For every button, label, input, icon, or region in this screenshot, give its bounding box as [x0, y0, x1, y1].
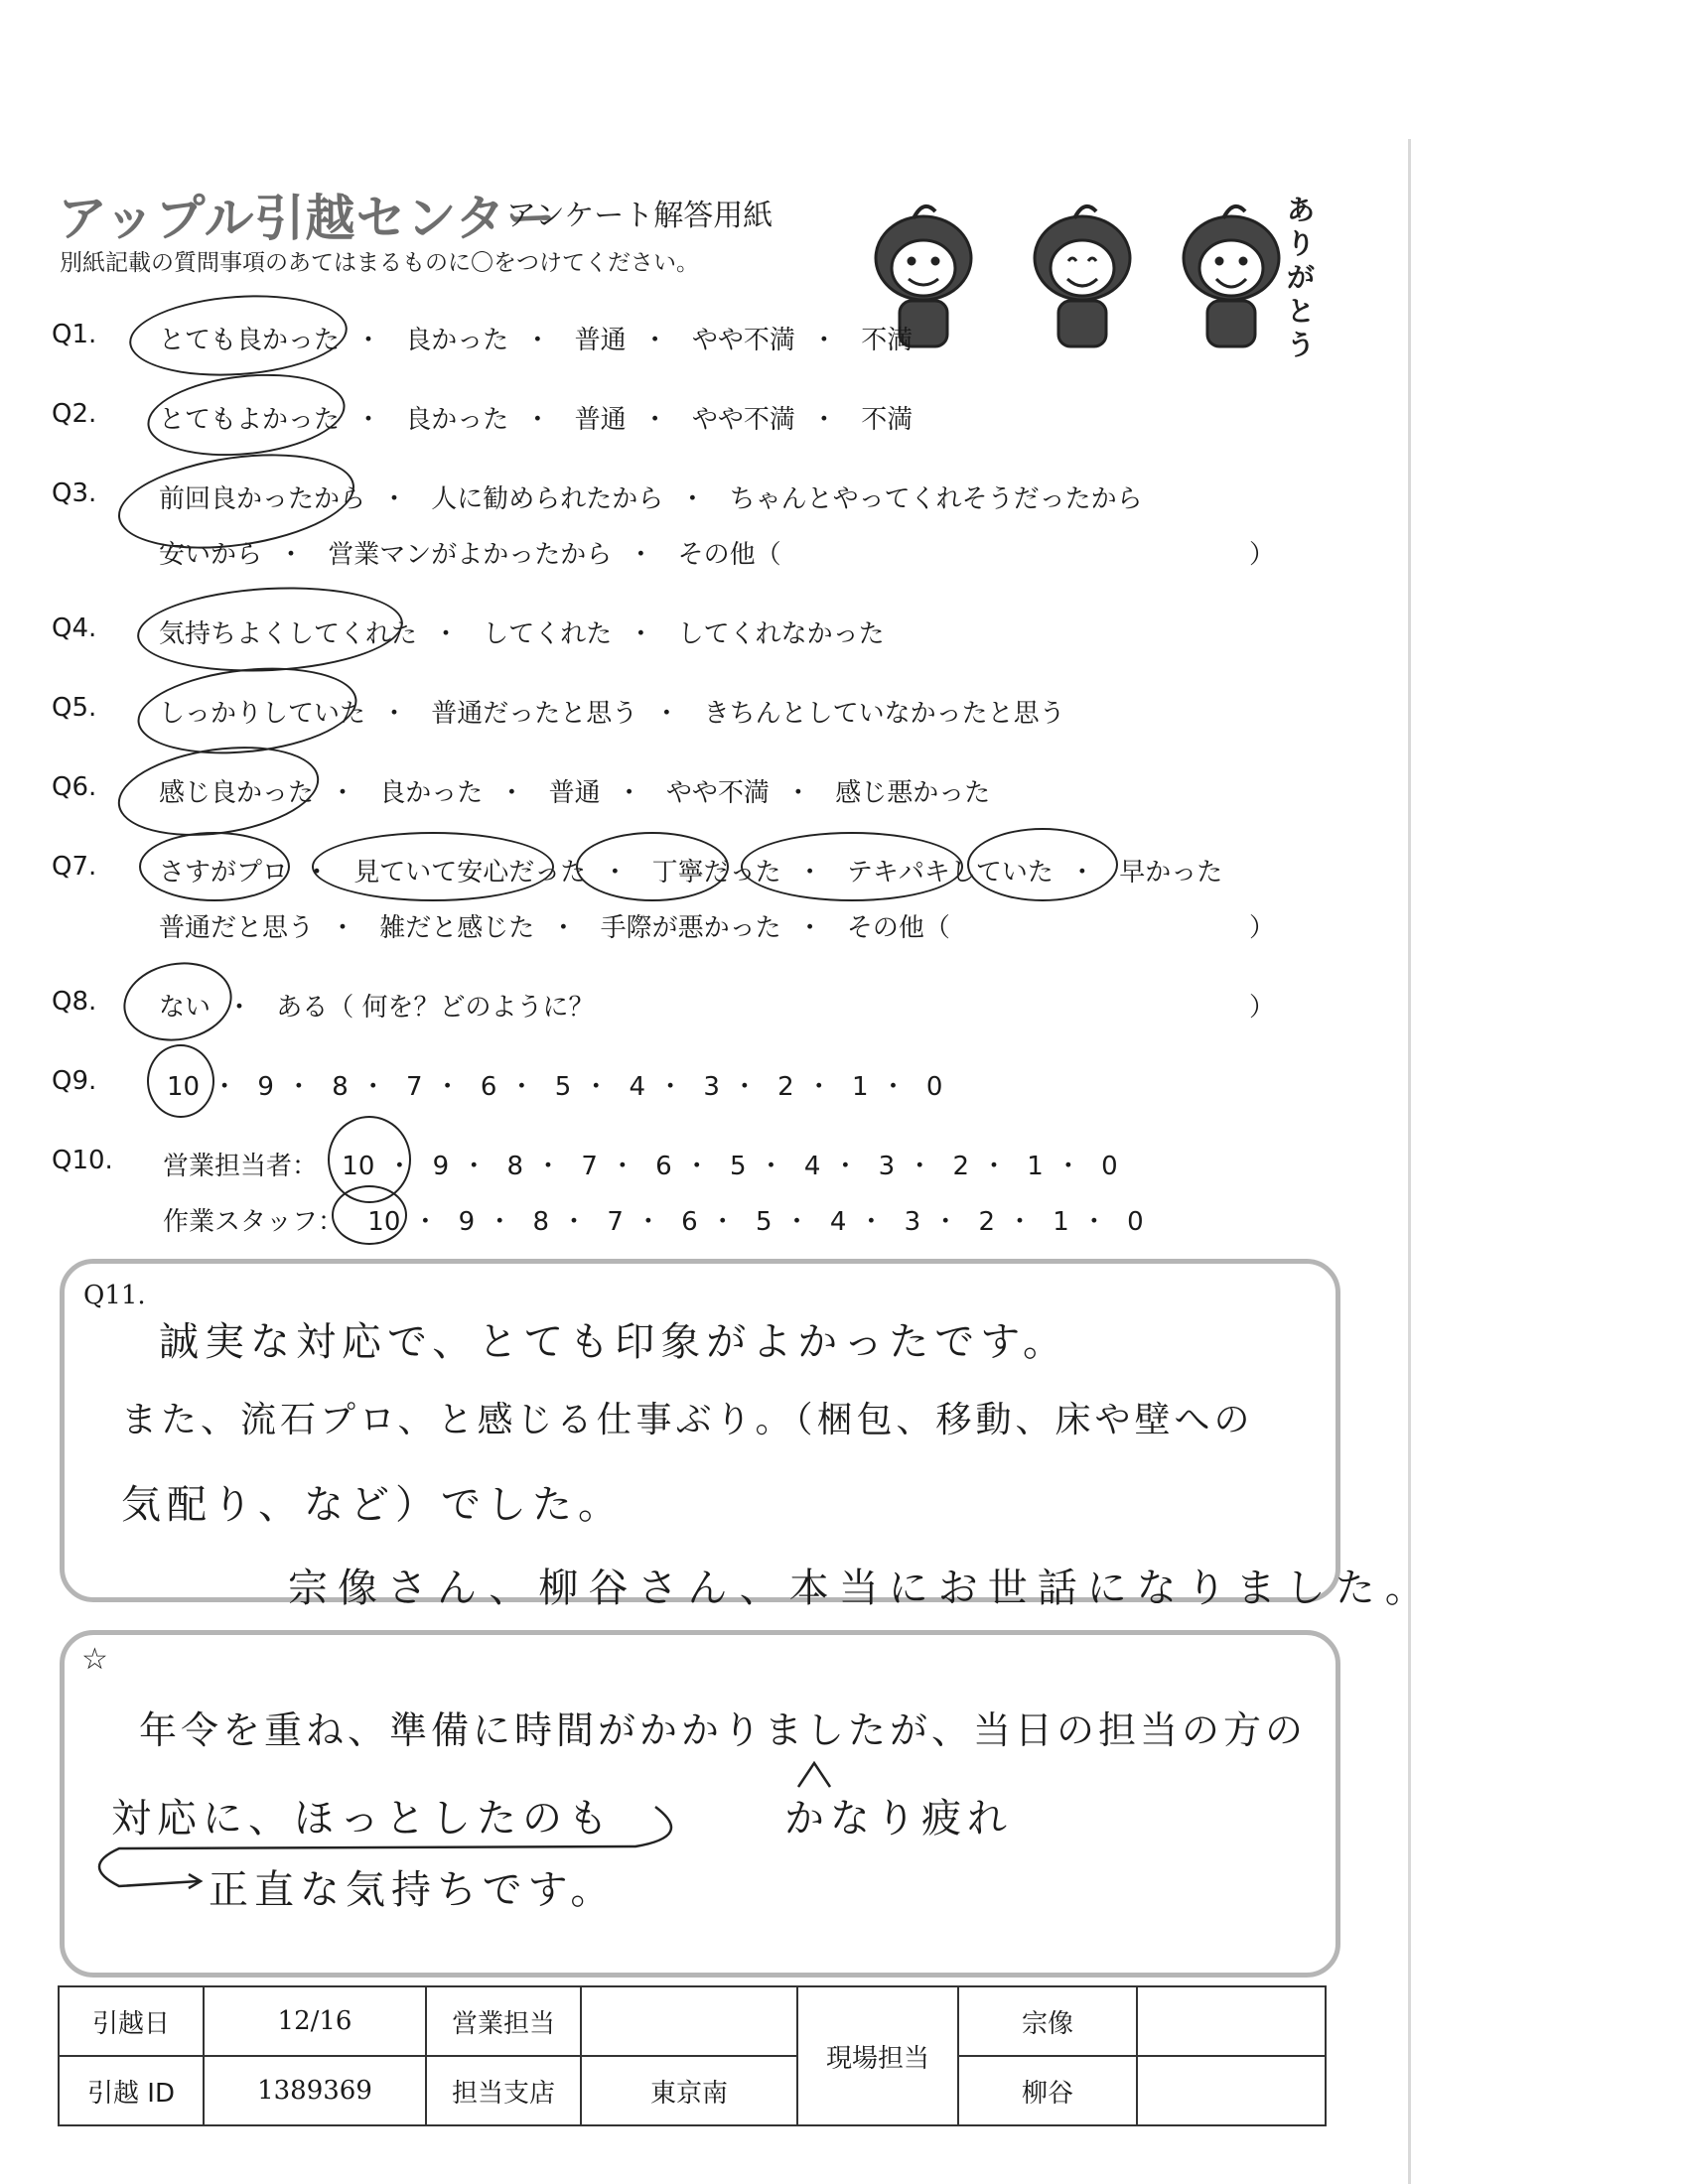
sales-value: [581, 1986, 797, 2056]
rating-option[interactable]: 1: [1053, 1207, 1069, 1237]
option[interactable]: 雑だと感じた: [379, 913, 535, 943]
option[interactable]: ない: [159, 993, 211, 1023]
star-icon: ☆: [81, 1642, 108, 1677]
rating-option[interactable]: 9: [432, 1152, 450, 1181]
q11-label: Q11.: [83, 1281, 146, 1310]
rating-option[interactable]: 9: [257, 1072, 274, 1102]
move-info-table: [58, 1985, 1327, 2126]
option[interactable]: してくれた: [483, 619, 613, 649]
rating-option[interactable]: 7: [406, 1072, 423, 1102]
option[interactable]: とてもよかった: [159, 405, 341, 435]
question-number: Q9.: [52, 1066, 97, 1096]
mascot-caption: ありがとう: [1287, 194, 1316, 361]
rating-option[interactable]: 8: [532, 1207, 550, 1237]
option[interactable]: とても良かった: [159, 326, 341, 355]
option[interactable]: 良かった: [405, 326, 509, 355]
rating-option[interactable]: 0: [1127, 1207, 1144, 1237]
question-number: Q3.: [52, 478, 97, 508]
rating-option[interactable]: 4: [829, 1207, 847, 1237]
selection-circle: [741, 832, 963, 901]
option[interactable]: やや不満: [665, 778, 770, 808]
option[interactable]: その他（: [846, 913, 950, 943]
paren-close: ）: [1249, 993, 1276, 1023]
option[interactable]: しっかりしていた: [159, 699, 366, 729]
rating-option[interactable]: 6: [480, 1072, 497, 1102]
question-number: Q10.: [52, 1146, 113, 1175]
option[interactable]: 手際が悪かった: [600, 913, 781, 943]
form-title: アンケート解答用紙: [506, 199, 774, 233]
branch-label: 担当支店: [426, 2056, 581, 2125]
rating-option[interactable]: 5: [755, 1207, 773, 1237]
option[interactable]: その他（: [677, 540, 781, 570]
option[interactable]: 感じ良かった: [159, 778, 315, 808]
selection-circle: [117, 954, 238, 1049]
colon: ：: [292, 1152, 319, 1181]
rating-option[interactable]: 4: [629, 1072, 646, 1102]
rating-option[interactable]: 10: [367, 1207, 401, 1237]
rating-option[interactable]: 0: [1101, 1152, 1118, 1181]
staff-rating-label: 作業スタッフ: [163, 1207, 319, 1237]
option[interactable]: ある（ 何を？どのように？: [276, 993, 595, 1023]
selection-circle: [139, 832, 290, 901]
rating-option[interactable]: 4: [803, 1152, 821, 1181]
handwritten-line: また、流石プロ、と感じる仕事ぶり。（梱包、移動、床や壁への: [121, 1400, 1254, 1440]
option[interactable]: 普通だと思う: [159, 913, 315, 943]
monkey-mascot-icon: [1184, 206, 1279, 346]
option[interactable]: 良かった: [405, 405, 509, 435]
move-date-label: 引越日: [59, 1986, 204, 2056]
question-number: Q2.: [52, 399, 97, 429]
selection-circle: [312, 832, 554, 901]
rating-option[interactable]: 1: [1027, 1152, 1044, 1181]
rating-option[interactable]: 2: [952, 1152, 970, 1181]
option[interactable]: 前回良かったから: [159, 484, 366, 514]
move-id-label: 引越 ID: [59, 2056, 204, 2125]
selection-circle: [112, 735, 325, 848]
rating-option[interactable]: 0: [925, 1072, 943, 1102]
option[interactable]: 営業マンがよかったから: [328, 540, 613, 570]
rating-option[interactable]: 3: [703, 1072, 720, 1102]
empty-cell: [1137, 2056, 1326, 2125]
selection-circle: [135, 581, 405, 678]
option[interactable]: やや不満: [691, 405, 795, 435]
option[interactable]: 感じ悪かった: [835, 778, 991, 808]
page-edge-shadow: [1408, 139, 1411, 2184]
rating-option[interactable]: 8: [332, 1072, 349, 1102]
rating-option[interactable]: 6: [681, 1207, 698, 1237]
handwritten-line: 対応に、ほっとしたのも: [111, 1796, 614, 1842]
branch-value: 東京南: [581, 2056, 797, 2125]
option[interactable]: 普通: [574, 326, 627, 355]
move-id-value: 1389369: [204, 2056, 426, 2125]
option[interactable]: 安いから: [159, 540, 263, 570]
option[interactable]: 不満: [861, 405, 914, 435]
handwritten-arrow-icon: [79, 1787, 695, 1896]
rating-option[interactable]: 7: [581, 1152, 598, 1181]
question-number: Q5.: [52, 693, 97, 723]
site-label: 現場担当: [797, 1986, 958, 2125]
selection-circle: [143, 365, 349, 465]
paren-close: ）: [1249, 540, 1276, 570]
option[interactable]: テキパキしていた: [846, 858, 1054, 887]
rating-option[interactable]: 3: [904, 1207, 921, 1237]
handwritten-line: 年令を重ね、準備に時間がかかりましたが、当日の担当の方の: [139, 1708, 1308, 1752]
option[interactable]: 人に勧められたから: [431, 484, 664, 514]
selection-circle: [126, 288, 350, 382]
option[interactable]: 見ていて安心だった: [353, 858, 587, 887]
option[interactable]: 丁寧だった: [651, 858, 781, 887]
brand-logo-text: アップル引越センター: [58, 190, 557, 247]
selection-circle: [147, 1044, 214, 1118]
rating-option[interactable]: 10: [167, 1072, 201, 1102]
selection-circle: [332, 1185, 407, 1245]
handwritten-line: 気配り、など）でした。: [121, 1482, 624, 1528]
question-number: Q1.: [52, 320, 97, 349]
question-number: Q8.: [52, 987, 97, 1017]
selection-circle: [967, 828, 1118, 901]
option[interactable]: 気持ちよくしてくれた: [159, 619, 418, 649]
colon: ：: [318, 1207, 345, 1237]
handwritten-line: 正直な気持ちです。: [209, 1867, 617, 1913]
option[interactable]: さすがプロ: [159, 858, 289, 887]
rating-option[interactable]: 7: [607, 1207, 624, 1237]
sales-label: 営業担当: [426, 1986, 581, 2056]
sales-rating-label: 営業担当者: [163, 1152, 293, 1181]
option[interactable]: きちんとしていなかったと思う: [703, 699, 1065, 729]
rating-option[interactable]: 8: [506, 1152, 524, 1181]
question-number: Q6.: [52, 772, 97, 802]
option[interactable]: してくれなかった: [677, 619, 885, 649]
rating-option[interactable]: 6: [655, 1152, 672, 1181]
instruction-text: 別紙記載の質問事項のあてはまるものに〇をつけてください。: [60, 250, 699, 276]
site-staff-1: 宗像: [958, 1986, 1137, 2056]
move-date-value: 12/16: [204, 1986, 426, 2056]
rating-option[interactable]: 1: [852, 1072, 869, 1102]
selection-circle: [576, 832, 729, 901]
handwritten-line: 宗像さん、柳谷さん、本当にお世話になりました。: [288, 1566, 1435, 1611]
handwritten-line: 誠実な対応で、とても印象がよかったです。: [159, 1319, 1068, 1365]
site-staff-2: 柳谷: [958, 2056, 1137, 2125]
rating-option[interactable]: 3: [878, 1152, 896, 1181]
option[interactable]: ちゃんとやってくれそうだったから: [729, 484, 1143, 514]
option[interactable]: 不満: [861, 326, 914, 355]
empty-cell: [1137, 1986, 1326, 2056]
rating-option[interactable]: 9: [458, 1207, 476, 1237]
mascot-illustration: [854, 184, 1321, 362]
rating-option[interactable]: 5: [729, 1152, 747, 1181]
monkey-mascot-icon: [1035, 206, 1130, 346]
option[interactable]: 良かった: [379, 778, 484, 808]
question-number: Q7.: [52, 852, 97, 882]
rating-option[interactable]: 10: [342, 1152, 375, 1181]
option[interactable]: やや不満: [691, 326, 795, 355]
question-number: Q4.: [52, 614, 97, 643]
paren-close: ）: [1249, 913, 1276, 943]
option[interactable]: 普通: [548, 778, 601, 808]
option[interactable]: 普通: [574, 405, 627, 435]
rating-option[interactable]: 2: [777, 1072, 794, 1102]
option[interactable]: 普通だったと思う: [431, 699, 638, 729]
caret-insert-icon: [794, 1757, 834, 1793]
option[interactable]: 早かった: [1119, 858, 1223, 887]
rating-option[interactable]: 5: [554, 1072, 572, 1102]
rating-option[interactable]: 2: [978, 1207, 996, 1237]
handwritten-insert: かなり疲れ: [784, 1796, 1013, 1842]
